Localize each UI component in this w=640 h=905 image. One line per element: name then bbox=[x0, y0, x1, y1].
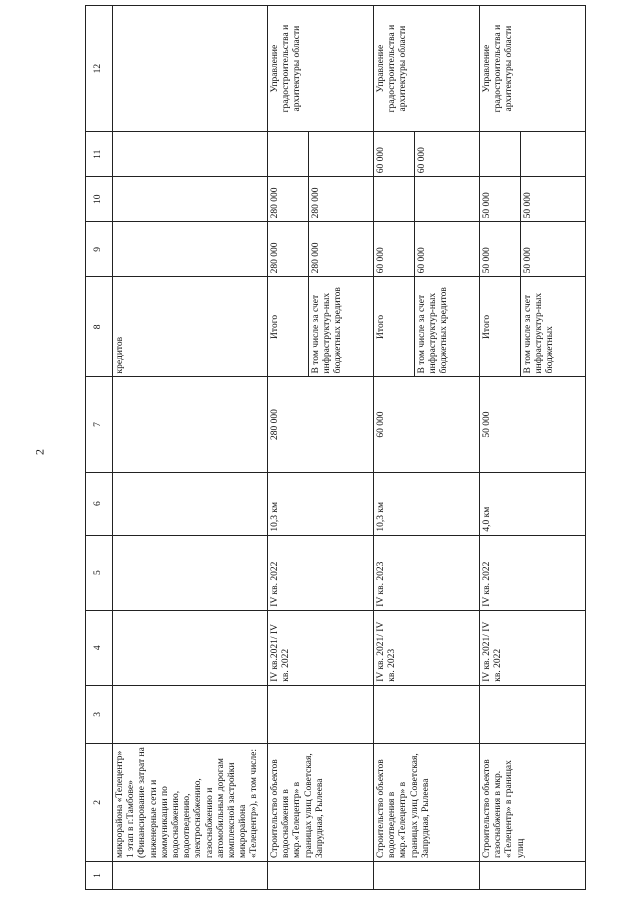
col-header: 11 bbox=[86, 132, 113, 177]
funding-source: Итого bbox=[268, 277, 309, 377]
table-cell bbox=[113, 472, 268, 535]
table-cell bbox=[113, 610, 268, 685]
amount: 280 000 bbox=[309, 222, 374, 277]
investment-table bbox=[85, 5, 586, 890]
amount: 60 000 bbox=[415, 222, 480, 277]
length: 10,3 км bbox=[374, 472, 480, 535]
amount bbox=[521, 132, 586, 177]
col-header: 12 bbox=[86, 6, 113, 132]
funding-source: В том числе за счет инфраструктур-ных бюджетных кредитов bbox=[309, 277, 374, 377]
amount bbox=[268, 132, 309, 177]
responsible-body: Управление градостроительства и архитектуры области bbox=[268, 6, 374, 132]
table-cell bbox=[268, 861, 374, 889]
table-cell bbox=[113, 6, 268, 132]
period: IV кв. 2021/ IV кв. 2022 bbox=[480, 610, 586, 685]
responsible-body: Управление градостроительства и архитектуры области bbox=[374, 6, 480, 132]
responsible-body: Управление градостроительства и архитектуры области bbox=[480, 6, 586, 132]
table-row bbox=[374, 6, 415, 890]
funding-source: кредитов bbox=[113, 277, 268, 377]
completion: IV кв. 2022 bbox=[480, 535, 586, 610]
table-cell bbox=[480, 685, 586, 743]
project-description: Строительство объектов газоснабжения в мкр. «Телецентр» в границах улиц bbox=[480, 743, 586, 861]
period: IV кв. 2021/ IV кв. 2023 bbox=[374, 610, 480, 685]
col-header: 1 bbox=[86, 861, 113, 889]
table-cell bbox=[113, 377, 268, 472]
cost: 60 000 bbox=[374, 377, 480, 472]
col-header: 6 bbox=[86, 472, 113, 535]
amount bbox=[309, 132, 374, 177]
amount: 280 000 bbox=[268, 222, 309, 277]
amount: 280 000 bbox=[268, 177, 309, 222]
amount: 60 000 bbox=[415, 132, 480, 177]
period: IV кв.2021/ IV кв. 2022 bbox=[268, 610, 374, 685]
header-row bbox=[86, 6, 113, 890]
funding-source: Итого bbox=[374, 277, 415, 377]
table-cell bbox=[113, 132, 268, 177]
length: 4,0 км bbox=[480, 472, 586, 535]
page-number: 2 bbox=[32, 449, 47, 455]
completion: IV кв. 2023 bbox=[374, 535, 480, 610]
col-header: 5 bbox=[86, 535, 113, 610]
length: 10,3 км bbox=[268, 472, 374, 535]
project-description: микрорайона «Телецентр» 1 этап в г.Тамбове» (Финансирование затрат на инженерные сети и коммуникации по водоснабжению, водоотведению, электроснабжению, газоснабжению и автомобильным дорогам комплексной застройки микрорайона «Телецентр»), в том числе: bbox=[113, 743, 268, 861]
table-cell bbox=[113, 222, 268, 277]
table-row bbox=[480, 6, 521, 890]
table-row bbox=[268, 6, 309, 890]
cost: 280 000 bbox=[268, 377, 374, 472]
amount bbox=[415, 177, 480, 222]
col-header: 3 bbox=[86, 685, 113, 743]
funding-source: В том числе за счет инфраструктур-ных бюджетных bbox=[521, 277, 586, 377]
amount: 50 000 bbox=[521, 222, 586, 277]
col-header: 10 bbox=[86, 177, 113, 222]
table-cell bbox=[113, 861, 268, 889]
amount: 50 000 bbox=[480, 222, 521, 277]
col-header: 4 bbox=[86, 610, 113, 685]
amount bbox=[480, 132, 521, 177]
amount: 50 000 bbox=[521, 177, 586, 222]
table-row bbox=[113, 6, 268, 890]
funding-source: Итого bbox=[480, 277, 521, 377]
amount: 50 000 bbox=[480, 177, 521, 222]
project-description: Строительство объектов водоснабжения в мкр.«Телецентр» в границах улиц Советская, Запрудная, Рылеева bbox=[268, 743, 374, 861]
amount: 280 000 bbox=[309, 177, 374, 222]
amount: 60 000 bbox=[374, 222, 415, 277]
table-cell bbox=[113, 535, 268, 610]
project-description: Строительство объектов водоотведения в мкр.«Телецентр» в границах улиц Советская, Запрудная, Рылеева bbox=[374, 743, 480, 861]
table-cell bbox=[374, 685, 480, 743]
amount bbox=[374, 177, 415, 222]
col-header: 7 bbox=[86, 377, 113, 472]
table-cell bbox=[113, 177, 268, 222]
col-header: 9 bbox=[86, 222, 113, 277]
col-header: 2 bbox=[86, 743, 113, 861]
cost: 50 000 bbox=[480, 377, 586, 472]
completion: IV кв. 2022 bbox=[268, 535, 374, 610]
table-cell bbox=[268, 685, 374, 743]
funding-source: В том числе за счет инфраструктур-ных бюджетных кредитов bbox=[415, 277, 480, 377]
table-cell bbox=[480, 861, 586, 889]
col-header: 8 bbox=[86, 277, 113, 377]
table-cell bbox=[113, 685, 268, 743]
rotated-table-wrapper bbox=[85, 5, 605, 890]
amount: 60 000 bbox=[374, 132, 415, 177]
table-cell bbox=[374, 861, 480, 889]
